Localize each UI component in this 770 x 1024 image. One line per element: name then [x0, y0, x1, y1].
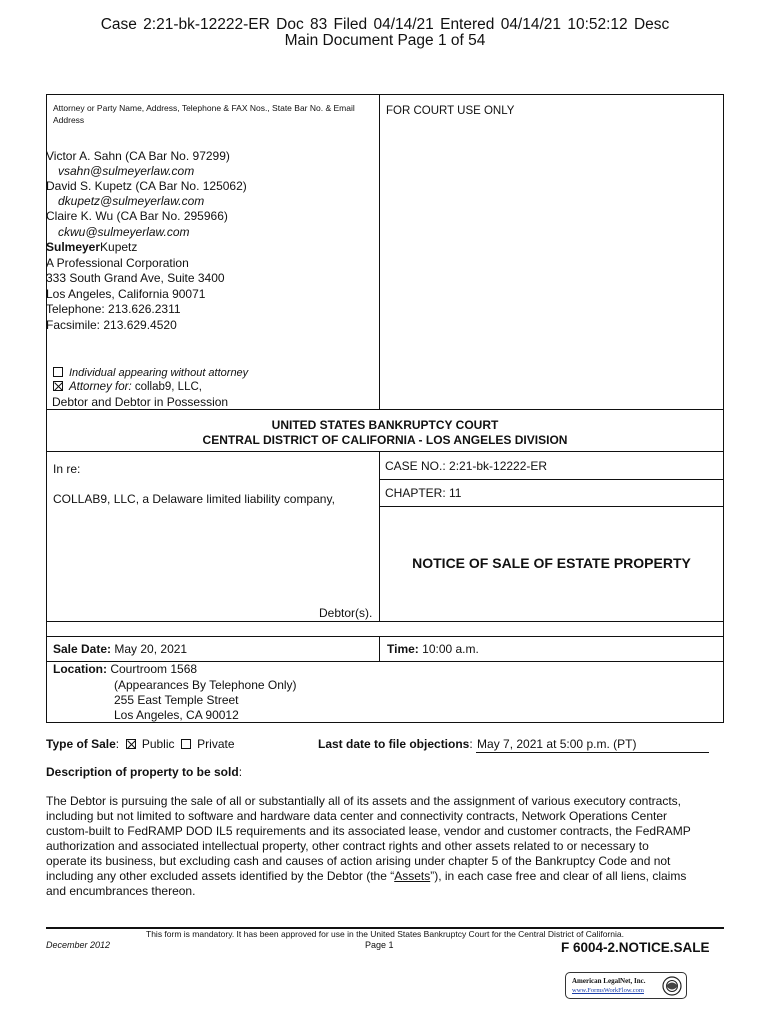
court-name: UNITED STATES BANKRUPTCY COURT — [271, 418, 499, 432]
location-line: (Appearances By Telephone Only) — [114, 678, 297, 692]
form-id: F 6004-2.NOTICE.SALE — [561, 940, 710, 955]
logo-emblem-icon — [662, 976, 682, 996]
location-line: 255 East Temple Street — [114, 693, 239, 707]
case-box — [46, 451, 724, 622]
attorney-for-line2: Debtor and Debtor in Possession — [52, 395, 229, 409]
public-label: Public — [141, 737, 175, 751]
objections-value: May 7, 2021 at 5:00 p.m. (PT) — [476, 737, 709, 753]
description-line: authorization and associated intellectual property, other contract rights and other assets related to or necessary to — [46, 839, 649, 853]
american-legalnet-logo — [565, 972, 687, 999]
attorney-box-label: Attorney or Party Name, Address, Telephone & FAX Nos., State Bar No. & Email Address — [53, 103, 355, 125]
firm-name — [46, 240, 137, 255]
description-heading-text: Description of property to be sold — [46, 765, 239, 779]
court-use-label: FOR COURT USE ONLY — [386, 105, 515, 117]
attorney-email: vsahn@sulmeyerlaw.com — [58, 164, 195, 178]
attorney-for-label: Attorney for: — [69, 381, 132, 393]
location — [53, 662, 197, 677]
footer-page: Page 1 — [365, 940, 394, 950]
case-number: CASE NO.: 2:21-bk-12222-ER — [385, 459, 548, 473]
location-label: Location: — [53, 662, 107, 676]
description-line: including but not limited to software and hardware data center and connectivity contracts, Network Operations Center — [46, 809, 667, 823]
location-line: Los Angeles, CA 90012 — [114, 708, 239, 722]
logo-line1: American LegalNet, Inc. — [572, 977, 646, 985]
firm-facsimile: Facsimile: 213.629.4520 — [46, 318, 177, 332]
attorney-line: Claire K. Wu (CA Bar No. 295966) — [46, 209, 228, 223]
attorney-for-option — [53, 380, 202, 395]
private-checkbox[interactable] — [181, 739, 191, 749]
description-heading: Description of property to be sold: — [46, 765, 243, 779]
location-line: Courtroom 1568 — [110, 662, 198, 676]
description-line-pre: including any other excluded assets identified by the Debtor (the “ — [46, 869, 395, 883]
case-header-line: Case 2:21-bk-12222-ER Doc 83 Filed 04/14/21 Entered 04/14/21 10:52:12 Desc — [100, 16, 670, 33]
description-body — [46, 794, 726, 899]
in-re-label: In re: — [53, 462, 81, 476]
attorney-box — [46, 94, 724, 410]
description-line — [46, 869, 726, 884]
description-line: and encumbrances thereon. — [46, 884, 196, 898]
objections-label: Last date to file objections — [318, 737, 470, 751]
attorney-line: Victor A. Sahn (CA Bar No. 97299) — [46, 149, 230, 163]
sale-date — [53, 642, 187, 657]
sale-time-label: Time: — [387, 642, 419, 656]
assets-defined-term: Assets — [394, 869, 431, 883]
case-box-divider — [379, 451, 380, 622]
description-line: custom-built to FedRAMP DOD IL5 requirements and its associated lease, vendor and customer contracts, the FedRAMP — [46, 824, 691, 838]
sale-date-value: May 20, 2021 — [114, 642, 188, 656]
private-label: Private — [197, 737, 235, 751]
attorney-email: dkupetz@sulmeyerlaw.com — [58, 194, 205, 208]
individual-label: Individual appearing without attorney — [69, 367, 249, 379]
public-checkbox[interactable] — [126, 739, 136, 749]
attorney-box-divider — [379, 94, 380, 410]
sale-date-label: Sale Date: — [53, 642, 112, 656]
attorney-for-value: collab9, LLC, — [134, 381, 202, 393]
firm-city: Los Angeles, California 90071 — [46, 287, 206, 301]
attorney-line: David S. Kupetz (CA Bar No. 125062) — [46, 179, 247, 193]
debtors-label: Debtor(s). — [319, 606, 373, 620]
chapter: CHAPTER: 11 — [385, 486, 462, 500]
firm-name-rest: Kupetz — [100, 240, 138, 254]
case-header-subline: Main Document Page 1 of 54 — [284, 32, 486, 49]
court-district: CENTRAL DISTRICT OF CALIFORNIA - LOS ANGELES DIVISION — [202, 433, 568, 447]
type-of-sale: Type of Sale: Public Private — [46, 737, 235, 751]
notice-title: NOTICE OF SALE OF ESTATE PROPERTY — [412, 555, 691, 571]
firm-line: A Professional Corporation — [46, 256, 189, 270]
case-no-divider — [379, 479, 724, 480]
chapter-divider — [379, 506, 724, 507]
firm-name-bold: Sulmeyer — [46, 240, 101, 254]
attorney-email: ckwu@sulmeyerlaw.com — [58, 225, 190, 239]
spacer-band — [46, 621, 724, 637]
sale-box-divider — [379, 636, 380, 662]
footer-notice: This form is mandatory. It has been approved for use in the United States Bankruptcy Court for the Central District of California. — [146, 929, 624, 939]
individual-checkbox[interactable] — [53, 367, 63, 377]
description-line: The Debtor is pursuing the sale of all or substantially all of its assets and the assignment of various executory contracts, — [46, 794, 681, 808]
sale-time — [387, 642, 479, 657]
footer-date: December 2012 — [46, 940, 111, 950]
logo-line2: www.FormsWorkFlow.com — [572, 987, 644, 994]
debtor-name: COLLAB9, LLC, a Delaware limited liability company, — [53, 492, 335, 506]
type-of-sale-label: Type of Sale — [46, 737, 116, 751]
description-line: operate its business, but excluding cash and causes of action arising under chapter 5 of the Bankruptcy Code and not — [46, 854, 671, 868]
attorney-for-checkbox[interactable] — [53, 381, 63, 391]
individual-option — [53, 366, 248, 381]
objections-deadline: Last date to file objections: May 7, 2021 at 5:00 p.m. (PT) — [318, 737, 709, 753]
sale-time-value: 10:00 a.m. — [422, 642, 479, 656]
firm-telephone: Telephone: 213.626.2311 — [46, 302, 181, 316]
description-line-post: ”), in each case free and clear of all liens, claims — [430, 869, 687, 883]
firm-address: 333 South Grand Ave, Suite 3400 — [46, 271, 225, 285]
